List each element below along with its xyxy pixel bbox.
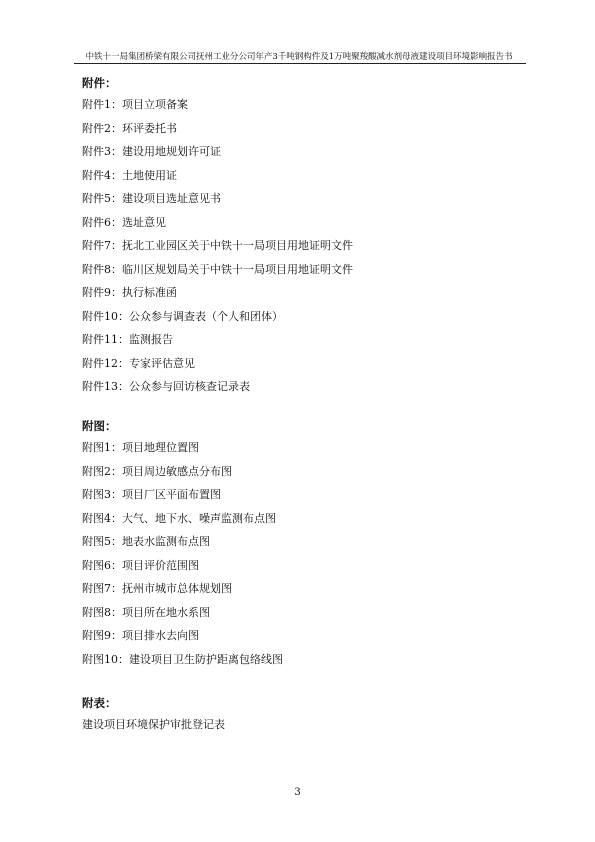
annex-item-4: 附件4：土地使用证 <box>82 168 177 182</box>
annex-item-12: 附件12：专家评估意见 <box>82 356 195 370</box>
table-section-title: 附表： <box>82 696 117 710</box>
annex-list-section <box>82 76 353 404</box>
figure-item-4: 附图4：大气、地下水、噪声监测布点图 <box>82 511 276 525</box>
table-item-1: 建设项目环境保护审批登记表 <box>82 718 225 731</box>
annex-item-3: 附件3：建设用地规划许可证 <box>82 145 221 158</box>
figure-item-6: 附图6：项目评价范围图 <box>82 558 199 572</box>
annex-item-5: 附件5：建设项目选址意见书 <box>82 192 221 205</box>
figure-item-9: 附图9：项目排水去向图 <box>82 629 199 642</box>
annex-item-11: 附件11：监测报告 <box>82 333 173 346</box>
annex-item-2: 附件2：环评委托书 <box>82 121 177 135</box>
annex-item-6: 附件6：选址意见 <box>82 215 166 229</box>
annex-item-9: 附件9：执行标准函 <box>82 286 177 299</box>
figure-item-10: 附图10：建设项目卫生防护距离包络线图 <box>82 652 283 666</box>
page-number: 3 <box>294 787 301 798</box>
header-divider <box>74 63 526 64</box>
figure-section-title: 附图： <box>82 419 117 433</box>
annex-item-8: 附件8：临川区规划局关于中铁十一局项目用地证明文件 <box>82 262 353 276</box>
running-header: 中铁十一局集团桥梁有限公司抚州工业分公司年产3千吨钢构件及1万吨聚羧酸减水剂母液建设项目环境影响报告书 <box>85 52 513 62</box>
annex-item-7: 附件7：抚北工业园区关于中铁十一局项目用地证明文件 <box>82 239 353 252</box>
figure-item-7: 附图7：抚州市城市总体规划图 <box>82 582 232 595</box>
figure-item-1: 附图1：项目地理位置图 <box>82 441 199 454</box>
annex-item-10: 附件10：公众参与调查表（个人和团体） <box>82 309 283 323</box>
annex-section-title: 附件： <box>82 76 117 90</box>
figure-item-2: 附图2：项目周边敏感点分布图 <box>82 464 232 478</box>
figure-list-section <box>82 419 283 676</box>
figure-item-8: 附图8：项目所在地水系图 <box>82 605 210 619</box>
annex-item-1: 附件1：项目立项备案 <box>82 98 188 111</box>
figure-item-3: 附图3：项目厂区平面布置图 <box>82 488 221 501</box>
figure-item-5: 附图5：地表水监测布点图 <box>82 535 210 548</box>
annex-item-13: 附件13：公众参与回访核查记录表 <box>82 380 250 393</box>
attached-table-section <box>82 696 225 742</box>
